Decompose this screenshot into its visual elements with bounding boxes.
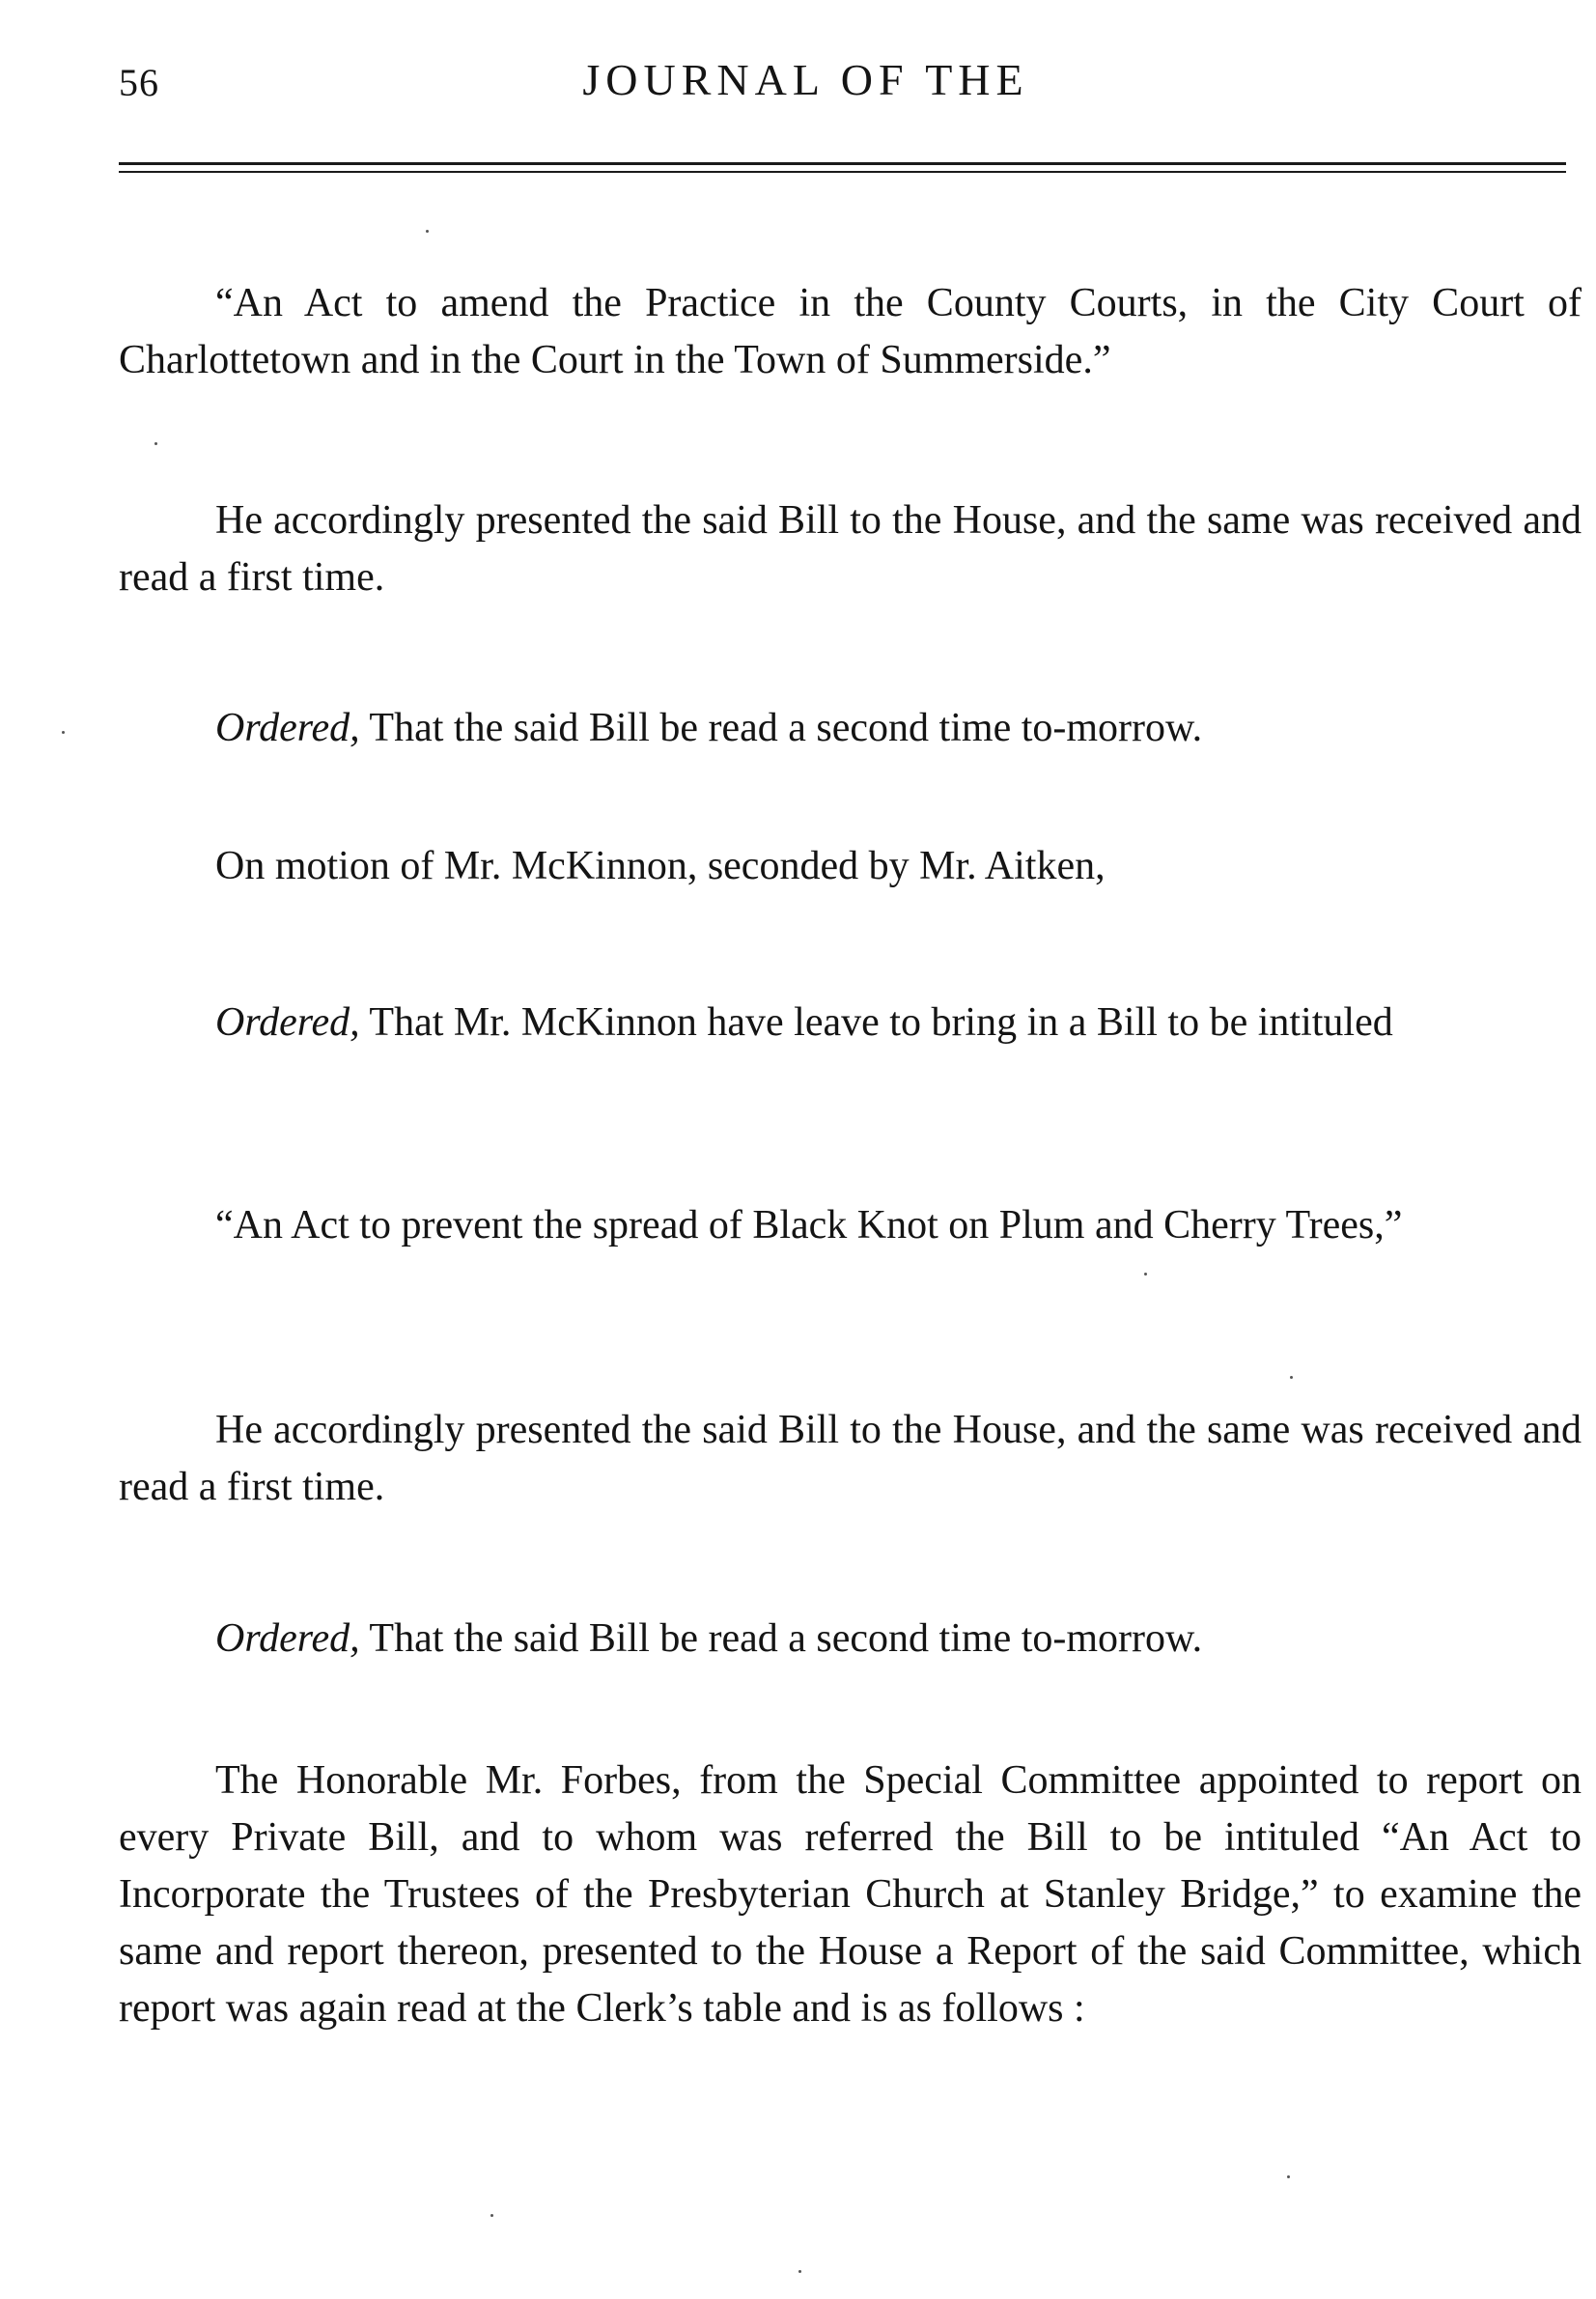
paragraph-bill-presented-1: He accordingly presented the said Bill to the House, and the same was received and read a first time. [119, 498, 1582, 600]
page-number: 56 [119, 61, 159, 104]
motion-paragraph: On motion of Mr. McKinnon, seconded by Mr. Aitken, [215, 844, 1106, 888]
order-second-reading-2 [119, 1611, 1582, 1668]
order-text: That Mr. McKinnon have leave to bring in a Bill to be intituled [359, 1000, 1393, 1045]
header-rule-top [119, 162, 1566, 165]
order-text: That the said Bill be read a second time to-morrow. [359, 1616, 1203, 1661]
running-head: JOURNAL OF THE [582, 55, 1029, 104]
paper-speck [490, 2214, 493, 2217]
ordered-label: Ordered, [215, 1616, 360, 1661]
paper-speck [62, 731, 65, 734]
header-rule-bottom [119, 171, 1566, 173]
paper-speck [798, 2270, 801, 2273]
bill-title-black-knot: “An Act to prevent the spread of Black Knot on Plum and Cherry Trees,” [215, 1203, 1403, 1248]
paper-speck [1287, 2175, 1290, 2178]
bill-title-practice-county-courts: “An Act to amend the Practice in the County Courts, in the City Court of Charlottetown and in the Court in the Town of Summerside.” [119, 281, 1582, 382]
order-second-reading-1 [119, 700, 1582, 757]
ordered-label: Ordered, [215, 706, 360, 750]
committee-report-paragraph: The Honorable Mr. Forbes, from the Special Committee appointed to report on every Private Bill, and to whom was referred the Bill to be intituled “An Act to Incorporate the Trustees of the Presbyterian Church at Stanley Bridge,” to examine the same and report thereon, presented to the House a Report of the said Committee, which report was again read at the Clerk’s table and is as follows : [119, 1758, 1582, 2031]
paper-speck [426, 230, 429, 233]
paper-speck [1144, 1273, 1147, 1276]
paper-speck [154, 442, 157, 445]
order-text: That the said Bill be read a second time to-morrow. [359, 706, 1203, 750]
order-leave-to-bring-bill [119, 995, 1582, 1051]
paragraph-bill-presented-2: He accordingly presented the said Bill to the House, and the same was received and read a first time. [119, 1408, 1582, 1509]
ordered-label: Ordered, [215, 1000, 360, 1045]
paper-speck [1290, 1376, 1293, 1379]
